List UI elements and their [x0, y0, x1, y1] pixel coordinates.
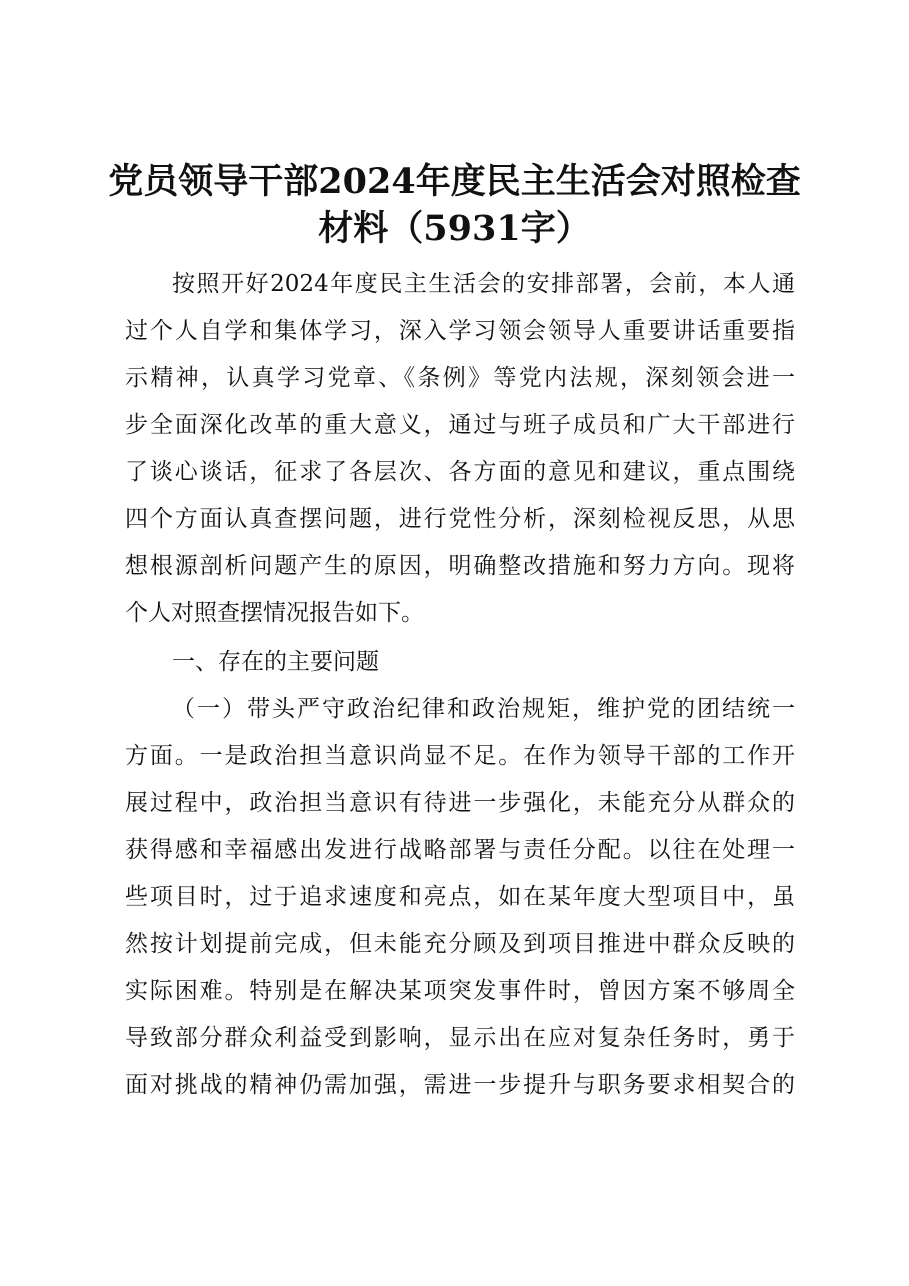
section-heading: 一、存在的主要问题 — [172, 649, 379, 675]
intro-paragraph-line: 按照开好2024年度民主生活会的安排部署，会前，本人通 — [172, 271, 795, 297]
section-paragraph-line: 展过程中，政治担当意识有待进一步强化，未能充分从群众的 — [125, 790, 795, 816]
section-paragraph-line: 面对挑战的精神仍需加强，需进一步提升与职务要求相契合的 — [125, 1072, 795, 1098]
section-paragraph-line: 导致部分群众利益受到影响，显示出在应对复杂任务时，勇于 — [125, 1025, 795, 1051]
section-paragraph-line: 些项目时，过于追求速度和亮点，如在某年度大型项目中，虽 — [125, 884, 795, 910]
document-title-line-2: 材料（5931字） — [318, 208, 591, 249]
intro-paragraph-line: 了谈心谈话，征求了各层次、各方面的意见和建议，重点围绕 — [125, 459, 795, 485]
section-paragraph-line: 方面。一是政治担当意识尚显不足。在作为领导干部的工作开 — [125, 743, 795, 769]
intro-paragraph-line: 个人对照查摆情况报告如下。 — [125, 600, 424, 626]
section-paragraph-line: 实际困难。特别是在解决某项突发事件时，曾因方案不够周全 — [125, 978, 795, 1004]
section-paragraph-line: （一）带头严守政治纪律和政治规矩，维护党的团结统一 — [172, 696, 795, 722]
intro-paragraph-line: 示精神，认真学习党章、《条例》等党内法规，深刻领会进一 — [125, 365, 795, 391]
intro-paragraph-line: 过个人自学和集体学习，深入学习领会领导人重要讲话重要指 — [125, 318, 795, 344]
intro-paragraph-line: 四个方面认真查摆问题，进行党性分析，深刻检视反思，从思 — [125, 506, 795, 532]
intro-paragraph-line: 想根源剖析问题产生的原因，明确整改措施和努力方向。现将 — [125, 553, 795, 579]
section-paragraph-line: 然按计划提前完成，但未能充分顾及到项目推进中群众反映的 — [125, 931, 795, 957]
intro-paragraph-line: 步全面深化改革的重大意义，通过与班子成员和广大干部进行 — [125, 412, 795, 438]
section-paragraph-line: 获得感和幸福感出发进行战略部署与责任分配。以往在处理一 — [125, 837, 795, 863]
document-title-line-1: 党员领导干部2024年度民主生活会对照检查 — [108, 161, 801, 202]
